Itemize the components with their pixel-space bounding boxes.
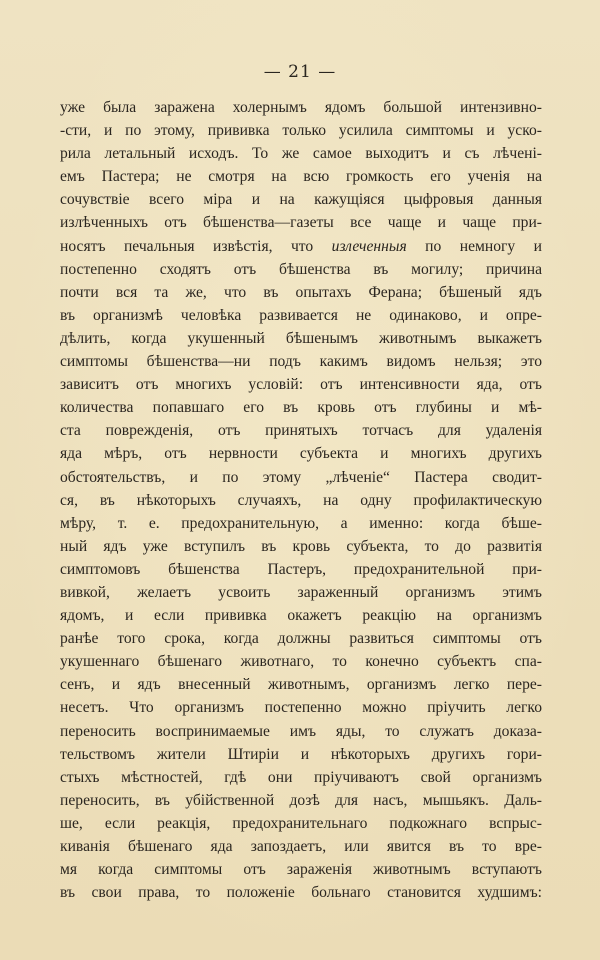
text-line: уже была заражена холернымъ ядомъ большой интензивно- [60, 99, 542, 116]
text-line: яда мѣръ, отъ нервности субъекта и многихъ другихъ [60, 445, 542, 463]
text-line: въ свои права, то положеніе больнаго становится худшимъ: [60, 884, 542, 902]
text-line: количества попавшаго его въ кровь отъ глубины и мѣ- [60, 399, 542, 417]
body-text [60, 96, 542, 904]
text-line: ранѣе того срока, когда должны развиться симптомы отъ [60, 630, 542, 648]
text-line: киванія бѣшенаго яда запоздаетъ, или явится въ то вре- [60, 838, 542, 855]
text-line: постепенно сходятъ отъ бѣшенства въ могилу; причина [60, 260, 542, 278]
text-line: тельствомъ жители Штиріи и нѣкоторыхъ другихъ гори- [60, 745, 542, 763]
text-line: мя когда симптомы отъ зараженія животнымъ вступаютъ [60, 861, 542, 879]
text-line: ный ядъ уже вступилъ въ кровь субъекта, то до развитія [60, 537, 542, 555]
text-line: переносить, въ убійственной дозѣ для насъ, мышьякъ. Даль- [60, 791, 542, 809]
text-segment: носятъ печальныя извѣстія, что [60, 237, 332, 255]
text-line: рила летальный исходъ. То же самое выходитъ и съ лѣчені- [60, 145, 542, 163]
text-line: симптомы бѣшенства—ни подъ какимъ видомъ нельзя; это [60, 353, 542, 371]
text-line: переносить воспринимаемые имъ яды, то служатъ доказа- [60, 722, 542, 740]
text-line: почти вся та же, что въ опытахъ Ферана; бѣшеный ядъ [60, 283, 542, 301]
page-number: — 21 — [263, 62, 337, 82]
emphasized-word: излеченныя [331, 237, 407, 255]
text-segment: по немногу и [406, 237, 542, 255]
text-line: ста поврежденія, отъ принятыхъ тотчасъ для удаленія [60, 422, 542, 440]
text-line: вивкой, желаетъ усвоить зараженный организмъ этимъ [60, 583, 542, 601]
text-line: ядомъ, и если прививка окажетъ реакцію на организмъ [60, 607, 542, 625]
text-line: сенъ, и ядъ внесенный животнымъ, организмъ легко пере- [60, 676, 542, 694]
text-line: излѣченныхъ отъ бѣшенства—газеты все чаще и чаще при- [60, 214, 542, 232]
text-line: несетъ. Что организмъ постепенно можно пріучить легко [60, 699, 542, 717]
text-line: въ организмѣ человѣка развивается не одинаково, и опре- [60, 306, 542, 324]
text-line: -сти, и по этому, прививка только усилила симптомы и уско- [60, 122, 542, 140]
text-line: симптомовъ бѣшенства Пастеръ, предохранительной при- [60, 560, 542, 578]
text-line-with-emphasis [60, 235, 542, 258]
text-line: сочувствіе всего міра и на кажущіяся цыфровыя данныя [60, 191, 542, 209]
text-line: стыхъ мѣстностей, гдѣ они пріучиваютъ свой организмъ [60, 768, 542, 786]
text-line: зависитъ отъ многихъ условій: отъ интенсивности яда, отъ [60, 376, 542, 394]
text-line: дѣлить, когда укушенный бѣшенымъ животнымъ выкажетъ [60, 329, 542, 347]
text-line: укушеннаго бѣшенаго животнаго, то конечно субъектъ спа- [60, 653, 542, 671]
text-line: обстоятельствъ, и по этому „лѣченіе“ Пастера сводит- [60, 468, 542, 486]
text-line: емъ Пастера; не смотря на всю громкость его ученія на [60, 168, 542, 186]
text-line: ся, въ нѣкоторыхъ случаяхъ, на одну профилактическую [60, 491, 542, 509]
text-line: мѣру, т. е. предохранительную, а именно: когда бѣше- [60, 514, 542, 532]
text-line: ше, если реакція, предохранительнаго подкожнаго вспрыс- [60, 814, 542, 832]
